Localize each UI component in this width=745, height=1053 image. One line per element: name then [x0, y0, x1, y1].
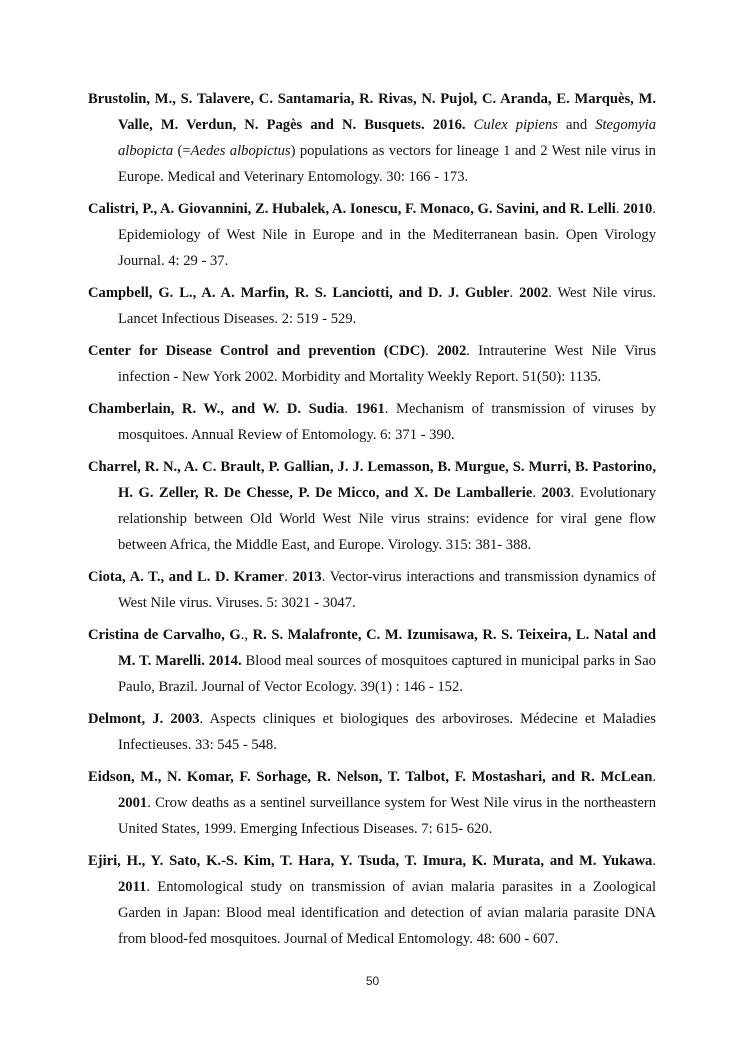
ref-segment: .	[284, 569, 293, 585]
ref-segment: . Mechanism of transmission of viruses by mosquitoes. Annual Review of Entomology. 6: 371 - 390.	[118, 401, 656, 443]
ref-segment: R. S. Malafronte, C. M. Izumisawa, R. S. Teixeira, L. Natal and M. T. Marelli. 2014.	[118, 627, 656, 669]
ref-segment: .	[652, 853, 656, 869]
reference-entry	[88, 706, 656, 758]
ref-segment: . Entomological study on transmission of avian malaria parasites in a Zoological Garden in Japan: Blood meal identification and detection of avian malaria parasite DNA from blood-fed mosquitoes. Journal of Medical Entomology. 48: 600 - 607.	[118, 879, 656, 947]
ref-segment: ) populations as vectors for lineage 1 and 2 West nile virus in Europe. Medical and Veterinary Entomology. 30: 166 - 173.	[118, 143, 656, 185]
ref-segment: 2001	[118, 795, 148, 811]
ref-segment: Brustolin, M., S. Talavere, C. Santamaria, R. Rivas, N. Pujol, C. Aranda, E. Marquès, M. Valle, M. Verdun, N. Pagès and N. Busquets. 2016.	[88, 91, 656, 133]
ref-segment: .	[425, 343, 438, 359]
ref-segment: Center for Disease Control and prevention (CDC)	[88, 343, 426, 359]
ref-segment: and	[557, 117, 596, 133]
ref-segment: Chamberlain, R. W., and W. D. Sudia	[88, 401, 345, 417]
ref-segment: 2010	[623, 201, 653, 217]
ref-segment: (=	[173, 143, 191, 159]
ref-segment: Delmont, J. 2003	[88, 711, 200, 727]
reference-entry	[88, 764, 656, 842]
reference-entry	[88, 454, 656, 558]
page-number: 50	[365, 974, 380, 988]
ref-segment: Campbell, G. L., A. A. Marfin, R. S. Lanciotti, and D. J. Gubler	[88, 285, 510, 301]
ref-segment: . West Nile virus. Lancet Infectious Diseases. 2: 519 - 529.	[118, 285, 657, 327]
ref-segment: .	[509, 285, 520, 301]
ref-segment: . Epidemiology of West Nile in Europe and in the Mediterranean basin. Open Virology Journal. 4: 29 - 37.	[118, 201, 656, 269]
ref-segment: .	[615, 201, 624, 217]
ref-segment: . Aspects cliniques et biologiques des arboviroses. Médecine et Maladies Infectieuses. 33: 545 - 548.	[118, 711, 656, 753]
ref-segment: .,	[240, 627, 253, 643]
ref-segment: Charrel, R. N., A. C. Brault, P. Gallian, J. J. Lemasson, B. Murgue, S. Murri, B. Pastorino, H. G. Zeller, R. De Chesse, P. De Micco, and X. De Lamballerie	[88, 459, 656, 501]
reference-list	[88, 86, 656, 958]
ref-segment: Stegomyia albopicta	[118, 117, 656, 159]
reference-entry	[88, 338, 656, 390]
ref-segment: Aedes albopictus	[190, 143, 291, 159]
ref-segment: 1961	[355, 401, 385, 417]
reference-entry	[88, 622, 656, 700]
ref-segment: Cristina de Carvalho, G	[88, 627, 241, 643]
ref-segment: Calistri, P., A. Giovannini, Z. Hubalek, A. Ionescu, F. Monaco, G. Savini, and R. Lelli	[88, 201, 616, 217]
ref-segment: . Vector-virus interactions and transmission dynamics of West Nile virus. Viruses. 5: 3021 - 3047.	[118, 569, 656, 611]
ref-segment: 2011	[118, 879, 147, 895]
ref-segment: Culex pipiens	[473, 117, 558, 133]
reference-entry	[88, 848, 656, 952]
reference-entry	[88, 564, 656, 616]
ref-segment: . Evolutionary relationship between Old World West Nile virus strains: evidence for viral gene flow between Africa, the Middle East, and Europe. Virology. 315: 381- 388.	[118, 485, 657, 553]
ref-segment: . Intrauterine West Nile Virus infection - New York 2002. Morbidity and Mortality Weekly Report. 51(50): 1135.	[118, 343, 657, 385]
ref-segment: 2002	[519, 285, 549, 301]
ref-segment: Blood meal sources of mosquitoes captured in municipal parks in Sao Paulo, Brazil. Journal of Vector Ecology. 39(1) : 146 - 152.	[118, 653, 656, 695]
reference-entry	[88, 396, 656, 448]
ref-segment: 2002	[437, 343, 467, 359]
ref-segment: 2003	[541, 485, 571, 501]
ref-segment: 2013	[292, 569, 322, 585]
reference-entry	[88, 86, 656, 190]
ref-segment: . Crow deaths as a sentinel surveillance system for West Nile virus in the northeastern United States, 1999. Emerging Infectious Diseases. 7: 615- 620.	[118, 795, 656, 837]
ref-segment: Eidson, M., N. Komar, F. Sorhage, R. Nelson, T. Talbot, F. Mostashari, and R. McLean	[88, 769, 653, 785]
ref-segment: .	[344, 401, 356, 417]
ref-segment: Ciota, A. T., and L. D. Kramer	[88, 569, 285, 585]
ref-segment: .	[532, 485, 542, 501]
reference-entry	[88, 196, 656, 274]
ref-segment: Ejiri, H., Y. Sato, K.-S. Kim, T. Hara, Y. Tsuda, T. Imura, K. Murata, and M. Yukawa	[88, 853, 653, 869]
ref-segment	[466, 117, 474, 133]
reference-entry	[88, 280, 656, 332]
ref-segment: .	[652, 769, 656, 785]
